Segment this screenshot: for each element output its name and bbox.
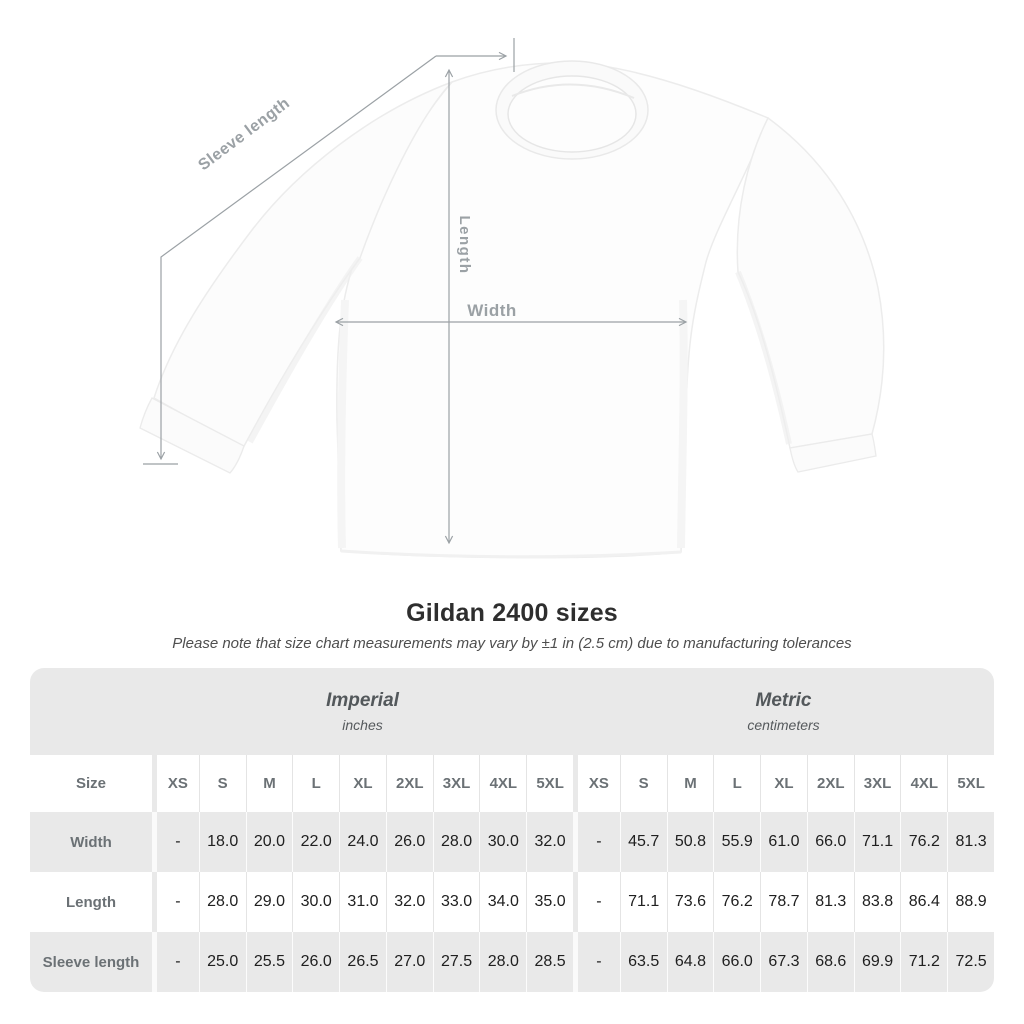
table-row xyxy=(30,812,994,872)
table-body xyxy=(30,812,994,992)
row-label: Width xyxy=(70,833,112,851)
metric-group-header xyxy=(573,690,994,733)
unit-group-band xyxy=(30,668,994,755)
value-cell: 66.0 xyxy=(713,932,760,992)
value-cell: 26.5 xyxy=(339,932,386,992)
value-cell: 35.0 xyxy=(526,872,573,932)
size-header-cell: S xyxy=(199,755,246,812)
value-cell: 88.9 xyxy=(947,872,994,932)
value-cell: 73.6 xyxy=(667,872,714,932)
value-cell: 34.0 xyxy=(479,872,526,932)
value-cell: 76.2 xyxy=(900,812,947,872)
shirt-right-sleeve xyxy=(737,118,883,448)
value-cell: 28.0 xyxy=(433,812,480,872)
value-cell: 26.0 xyxy=(386,812,433,872)
value-cell: 29.0 xyxy=(246,872,293,932)
size-table xyxy=(30,668,994,992)
shade-left-side xyxy=(341,300,345,548)
value-cell: 81.3 xyxy=(947,812,994,872)
size-header-cell: 2XL xyxy=(807,755,854,812)
imperial-sublabel: inches xyxy=(342,717,383,733)
size-header-cell: M xyxy=(667,755,714,812)
page-subtitle: Please note that size chart measurements may vary by ±1 in (2.5 cm) due to manufacturing tolerances xyxy=(172,635,852,652)
page-title: Gildan 2400 sizes xyxy=(406,599,618,627)
value-cell: 27.0 xyxy=(386,932,433,992)
value-cell: 71.2 xyxy=(900,932,947,992)
value-cell: 18.0 xyxy=(199,812,246,872)
value-cell: 64.8 xyxy=(667,932,714,992)
value-cell: 71.1 xyxy=(620,872,667,932)
size-header-cell: 3XL xyxy=(433,755,480,812)
value-cell: 55.9 xyxy=(713,812,760,872)
size-header-cell: XS xyxy=(152,755,199,812)
size-header-cell: 2XL xyxy=(386,755,433,812)
value-cell: 78.7 xyxy=(760,872,807,932)
shade-right-side xyxy=(681,300,684,548)
value-cell: 28.0 xyxy=(479,932,526,992)
size-header-cell: 3XL xyxy=(854,755,901,812)
value-cell: 31.0 xyxy=(339,872,386,932)
value-cell: 66.0 xyxy=(807,812,854,872)
value-cell: 33.0 xyxy=(433,872,480,932)
value-cell: 27.5 xyxy=(433,932,480,992)
metric-label: Metric xyxy=(755,690,812,711)
value-cell: - xyxy=(573,812,620,872)
value-cell: - xyxy=(573,932,620,992)
value-cell: - xyxy=(152,812,199,872)
size-header-cell: XS xyxy=(573,755,620,812)
size-header-cell: 5XL xyxy=(947,755,994,812)
value-cell: 28.0 xyxy=(199,872,246,932)
value-cell: 20.0 xyxy=(246,812,293,872)
value-cell: 72.5 xyxy=(947,932,994,992)
value-cell: - xyxy=(152,932,199,992)
size-header-cell: XL xyxy=(760,755,807,812)
size-header-cell: L xyxy=(713,755,760,812)
size-header-cell: L xyxy=(292,755,339,812)
value-cell: 69.9 xyxy=(854,932,901,992)
value-cell: 76.2 xyxy=(713,872,760,932)
value-cell: 71.1 xyxy=(854,812,901,872)
value-cell: 63.5 xyxy=(620,932,667,992)
value-cell: - xyxy=(573,872,620,932)
row-label: Sleeve length xyxy=(42,953,140,971)
value-cell: 45.7 xyxy=(620,812,667,872)
table-row xyxy=(30,932,994,992)
shirt-collar-inner xyxy=(508,76,636,152)
value-cell: 24.0 xyxy=(339,812,386,872)
size-header-cell: 4XL xyxy=(479,755,526,812)
value-cell: 32.0 xyxy=(386,872,433,932)
imperial-label: Imperial xyxy=(326,690,399,711)
size-header-row xyxy=(30,755,994,812)
value-cell: 50.8 xyxy=(667,812,714,872)
value-cell: 26.0 xyxy=(292,932,339,992)
value-cell: 30.0 xyxy=(479,812,526,872)
value-cell: 30.0 xyxy=(292,872,339,932)
size-header-cell: M xyxy=(246,755,293,812)
value-cell: 22.0 xyxy=(292,812,339,872)
value-cell: 86.4 xyxy=(900,872,947,932)
value-cell: 25.0 xyxy=(199,932,246,992)
value-cell: 67.3 xyxy=(760,932,807,992)
table-row xyxy=(30,872,994,932)
size-column-header: Size xyxy=(75,775,106,792)
imperial-group-header xyxy=(152,690,573,733)
metric-sublabel: centimeters xyxy=(747,717,820,733)
row-label: Length xyxy=(66,893,116,911)
value-cell: 25.5 xyxy=(246,932,293,992)
size-header-cell: 5XL xyxy=(526,755,573,812)
value-cell: 28.5 xyxy=(526,932,573,992)
sleeve-length-label: Sleeve length xyxy=(195,94,294,175)
size-header-cell: XL xyxy=(339,755,386,812)
size-header-cell: S xyxy=(620,755,667,812)
value-cell: 32.0 xyxy=(526,812,573,872)
value-cell: 81.3 xyxy=(807,872,854,932)
value-cell: - xyxy=(152,872,199,932)
value-cell: 83.8 xyxy=(854,872,901,932)
size-header-cell: 4XL xyxy=(900,755,947,812)
length-label: Length xyxy=(456,215,473,275)
width-label: Width xyxy=(467,301,517,320)
value-cell: 61.0 xyxy=(760,812,807,872)
value-cell: 68.6 xyxy=(807,932,854,992)
